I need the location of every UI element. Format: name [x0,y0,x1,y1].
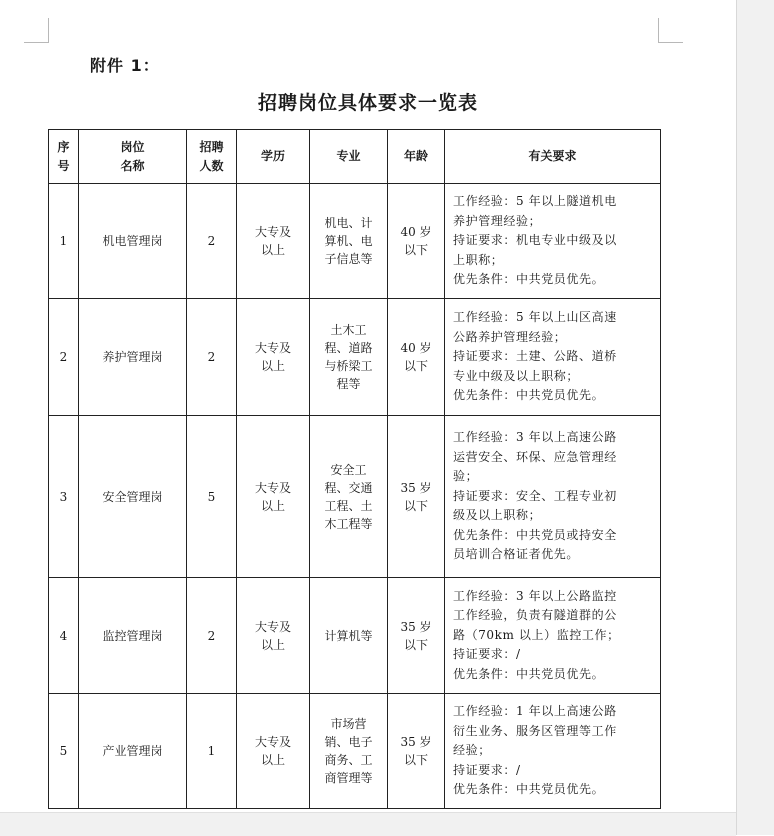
cell-education: 大专及 以上 [237,694,310,809]
cell-requirements: 工作经验：1 年以上高速公路 衍生业务、服务区管理等工作 经验； 持证要求：/ 优先条件：中共党员优先。 [445,694,661,809]
cell-index: 3 [49,416,79,578]
table-row [49,184,661,299]
page-title: 招聘岗位具体要求一览表 [257,92,478,114]
cell-education: 大专及 以上 [237,184,310,299]
cell-age: 40 岁 以下 [388,184,445,299]
header-education: 学历 [237,130,310,184]
header-position: 岗位 名称 [79,130,187,184]
header-major: 专业 [310,130,388,184]
cell-position: 安全管理岗 [79,416,187,578]
table-row [49,694,661,809]
cell-headcount: 2 [187,184,237,299]
cell-age: 40 岁 以下 [388,299,445,416]
attachment-label: 附件 1： [90,56,160,75]
cell-position: 监控管理岗 [79,578,187,694]
cell-headcount: 2 [187,299,237,416]
cell-headcount: 1 [187,694,237,809]
table-row [49,578,661,694]
header-index: 序 号 [49,130,79,184]
cell-major: 计算机等 [310,578,388,694]
cell-index: 4 [49,578,79,694]
cell-index: 2 [49,299,79,416]
cell-requirements: 工作经验：3 年以上公路监控 工作经验，负责有隧道群的公 路（70km 以上）监控工作； 持证要求：/ 优先条件：中共党员优先。 [445,578,661,694]
cell-education: 大专及 以上 [237,416,310,578]
table-header-row [49,130,661,184]
cell-age: 35 岁 以下 [388,578,445,694]
table-row [49,416,661,578]
cell-headcount: 5 [187,416,237,578]
cell-major: 安全工 程、交通 工程、土 木工程等 [310,416,388,578]
header-age: 年龄 [388,130,445,184]
cell-education: 大专及 以上 [237,578,310,694]
cell-requirements: 工作经验：3 年以上高速公路 运营安全、环保、应急管理经 验； 持证要求：安全、工程专业初 级及以上职称； 优先条件：中共党员或持安全 员培训合格证者优先。 [445,416,661,578]
cell-headcount: 2 [187,578,237,694]
cell-age: 35 岁 以下 [388,416,445,578]
cell-major: 土木工 程、道路 与桥梁工 程等 [310,299,388,416]
cell-position: 养护管理岗 [79,299,187,416]
cell-education: 大专及 以上 [237,299,310,416]
requirements-table [48,129,661,809]
page-corner-mark-top-right [658,18,683,43]
cell-major: 市场营 销、电子 商务、工 商管理等 [310,694,388,809]
cell-position: 机电管理岗 [79,184,187,299]
table-row [49,299,661,416]
cell-index: 1 [49,184,79,299]
cell-requirements: 工作经验：5 年以上山区高速 公路养护管理经验； 持证要求：土建、公路、道桥 专业中级及以上职称； 优先条件：中共党员优先。 [445,299,661,416]
cell-age: 35 岁 以下 [388,694,445,809]
cell-major: 机电、计 算机、电 子信息等 [310,184,388,299]
document-side-gutter [736,0,774,835]
header-headcount: 招聘 人数 [187,130,237,184]
header-requirements: 有关要求 [445,130,661,184]
page-bottom-edge [0,812,736,836]
cell-requirements: 工作经验：5 年以上隧道机电 养护管理经验； 持证要求：机电专业中级及以 上职称； 优先条件：中共党员优先。 [445,184,661,299]
cell-index: 5 [49,694,79,809]
page-corner-mark-top-left [24,18,49,43]
cell-position: 产业管理岗 [79,694,187,809]
